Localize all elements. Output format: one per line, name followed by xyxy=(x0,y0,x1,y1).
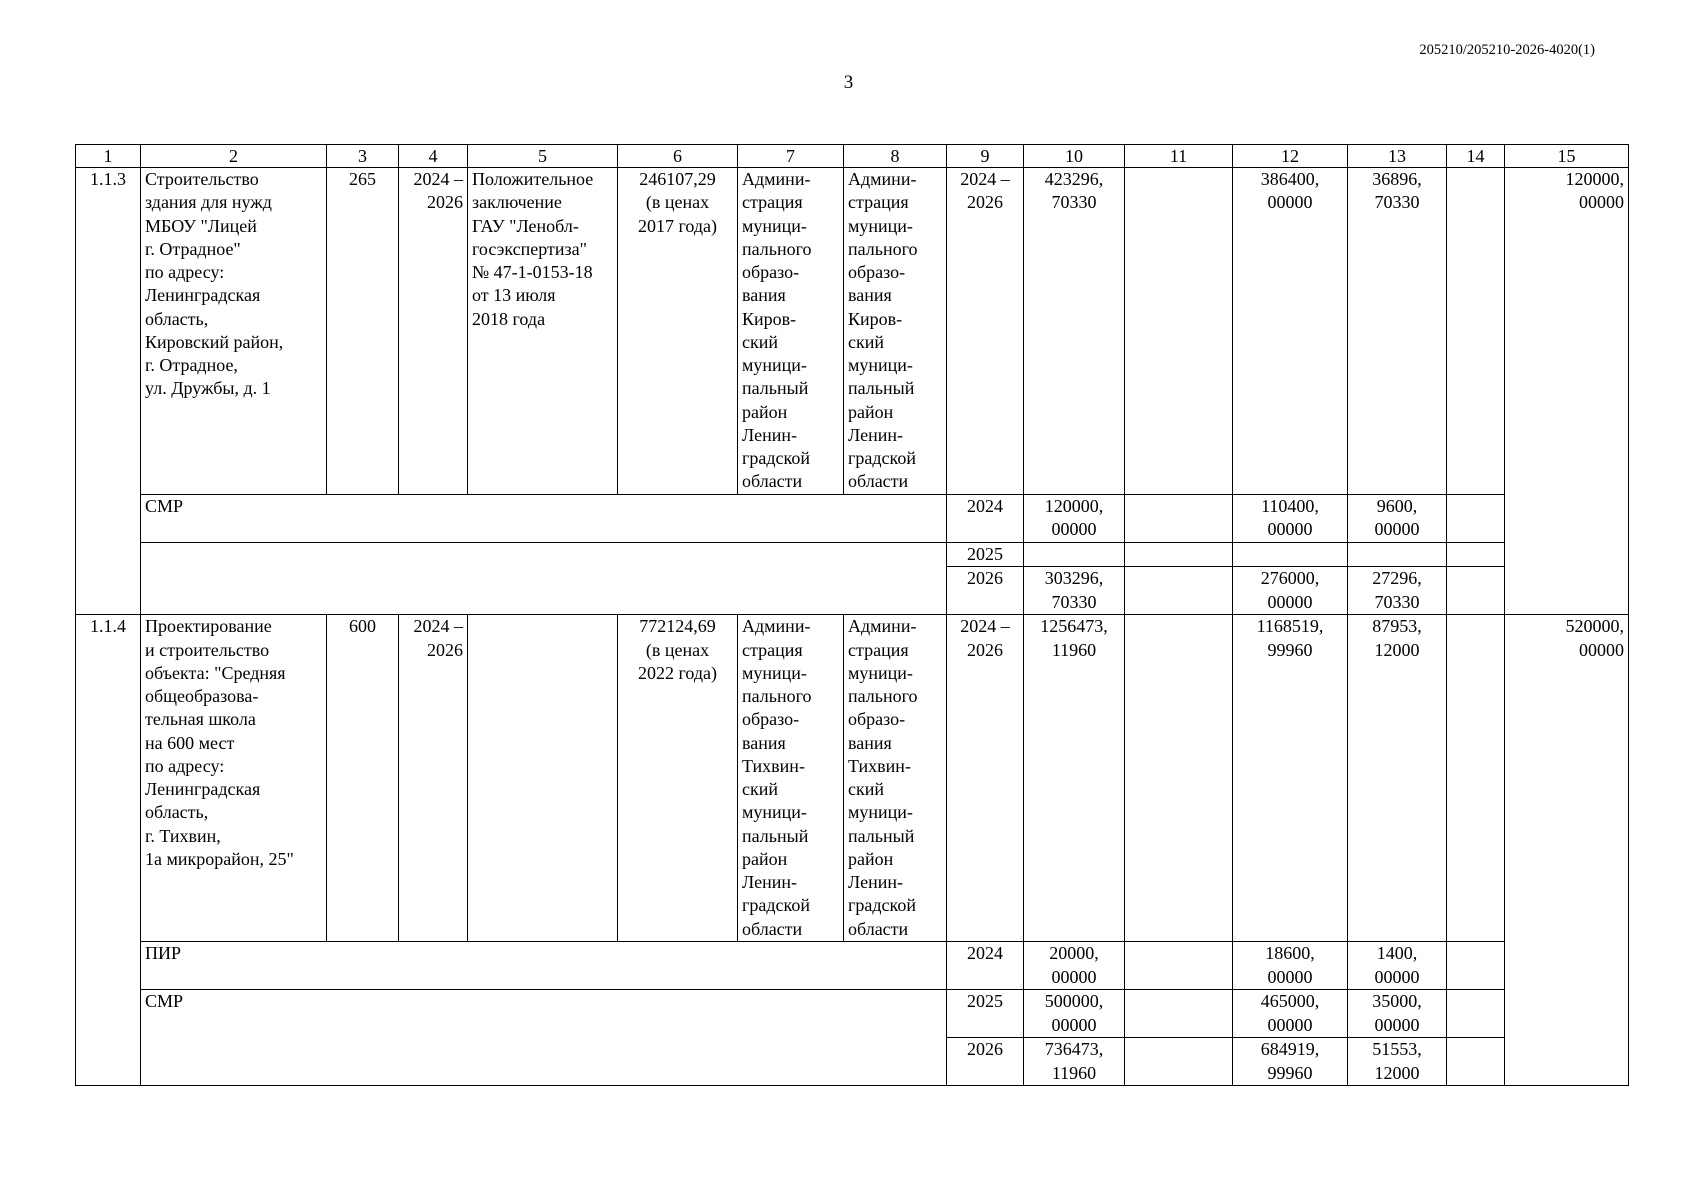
column-number: 2 xyxy=(141,145,327,168)
stage-col14 xyxy=(1447,495,1505,543)
stage-row xyxy=(76,495,1629,543)
customer-cell: Админи- страция муници- пального образо- вания Тихвин- ский муници- пальный район Ленин- градской области xyxy=(738,615,844,942)
stage-label: СМР xyxy=(141,990,947,1086)
stage-year: 2026 xyxy=(947,1038,1024,1086)
col13-cell: 87953, 12000 xyxy=(1348,615,1447,942)
stage-year: 2025 xyxy=(947,990,1024,1038)
col14-cell xyxy=(1447,168,1505,495)
stage-col11 xyxy=(1125,543,1233,567)
stage-col11 xyxy=(1125,495,1233,543)
column-number: 5 xyxy=(468,145,618,168)
stage-row xyxy=(76,990,1629,1038)
row-number: 1.1.3 xyxy=(76,168,141,615)
document-id: 205210/205210-2026-4020(1) xyxy=(1419,42,1595,58)
row-number: 1.1.4 xyxy=(76,615,141,1086)
period-cell: 2024 – 2026 xyxy=(399,168,468,495)
stage-col13: 51553, 12000 xyxy=(1348,1038,1447,1086)
stage-total: 120000, 00000 xyxy=(1024,495,1125,543)
capacity-cell: 265 xyxy=(327,168,399,495)
financing-period-cell: 2024 – 2026 xyxy=(947,168,1024,495)
customer-cell: Админи- страция муници- пального образо- вания Киров- ский муници- пальный район Ленин- градской области xyxy=(738,168,844,495)
program-table xyxy=(75,144,1629,1086)
column-number: 12 xyxy=(1233,145,1348,168)
capacity-cell: 600 xyxy=(327,615,399,942)
col15-cell: 520000, 00000 xyxy=(1505,615,1629,1086)
stage-total xyxy=(1024,543,1125,567)
column-number: 9 xyxy=(947,145,1024,168)
column-number: 11 xyxy=(1125,145,1233,168)
col12-cell: 386400, 00000 xyxy=(1233,168,1348,495)
column-number: 7 xyxy=(738,145,844,168)
stage-col14 xyxy=(1447,942,1505,990)
stage-col14 xyxy=(1447,543,1505,567)
table-row xyxy=(76,615,1629,942)
column-number: 10 xyxy=(1024,145,1125,168)
stage-col11 xyxy=(1125,990,1233,1038)
stage-col14 xyxy=(1447,990,1505,1038)
stage-col13 xyxy=(1348,543,1447,567)
stage-year: 2026 xyxy=(947,567,1024,615)
stage-total: 303296, 70330 xyxy=(1024,567,1125,615)
stage-label: СМР xyxy=(141,495,947,543)
col13-cell: 36896, 70330 xyxy=(1348,168,1447,495)
page-number: 3 xyxy=(843,72,854,93)
period-cell: 2024 – 2026 xyxy=(399,615,468,942)
stage-year: 2024 xyxy=(947,942,1024,990)
stage-label xyxy=(141,543,947,615)
stage-col11 xyxy=(1125,1038,1233,1086)
stage-total: 736473, 11960 xyxy=(1024,1038,1125,1086)
column-number: 3 xyxy=(327,145,399,168)
column-number: 6 xyxy=(618,145,738,168)
stage-year: 2024 xyxy=(947,495,1024,543)
table-row xyxy=(76,168,1629,495)
object-name: Строительство здания для нужд МБОУ "Лицей г. Отрадное" по адресу: Ленинградская область, Кировский район, г. Отрадное, ул. Дружбы, д. 1 xyxy=(141,168,327,495)
stage-col12: 684919, 99960 xyxy=(1233,1038,1348,1086)
stage-col12: 18600, 00000 xyxy=(1233,942,1348,990)
stage-row xyxy=(76,543,1629,567)
column-number: 1 xyxy=(76,145,141,168)
object-name: Проектирование и строительство объекта: "Средняя общеобразова- тельная школа на 600 мест по адресу: Ленинградская область, г. Тихвин, 1а микрорайон, 25" xyxy=(141,615,327,942)
stage-col14 xyxy=(1447,1038,1505,1086)
financing-period-cell: 2024 – 2026 xyxy=(947,615,1024,942)
stage-col12 xyxy=(1233,543,1348,567)
stage-total: 500000, 00000 xyxy=(1024,990,1125,1038)
stage-row xyxy=(76,942,1629,990)
stage-col12: 276000, 00000 xyxy=(1233,567,1348,615)
stage-year: 2025 xyxy=(947,543,1024,567)
column-number: 8 xyxy=(844,145,947,168)
estimated-cost-cell: 772124,69 (в ценах 2022 года) xyxy=(618,615,738,942)
expertise-cell: Положительное заключение ГАУ "Ленобл- госэкспертиза" № 47-1-0153-18 от 13 июля 2018 года xyxy=(468,168,618,495)
stage-total: 20000, 00000 xyxy=(1024,942,1125,990)
total-cell: 423296, 70330 xyxy=(1024,168,1125,495)
column-number-row xyxy=(76,145,1629,168)
stage-col13: 1400, 00000 xyxy=(1348,942,1447,990)
col12-cell: 1168519, 99960 xyxy=(1233,615,1348,942)
col15-cell: 120000, 00000 xyxy=(1505,168,1629,615)
stage-col12: 465000, 00000 xyxy=(1233,990,1348,1038)
col11-cell xyxy=(1125,168,1233,495)
stage-col11 xyxy=(1125,567,1233,615)
column-number: 4 xyxy=(399,145,468,168)
stage-col13: 35000, 00000 xyxy=(1348,990,1447,1038)
expertise-cell xyxy=(468,615,618,942)
stage-label: ПИР xyxy=(141,942,947,990)
column-number: 13 xyxy=(1348,145,1447,168)
estimated-cost-cell: 246107,29 (в ценах 2017 года) xyxy=(618,168,738,495)
stage-col13: 9600, 00000 xyxy=(1348,495,1447,543)
stage-col12: 110400, 00000 xyxy=(1233,495,1348,543)
total-cell: 1256473, 11960 xyxy=(1024,615,1125,942)
stage-col13: 27296, 70330 xyxy=(1348,567,1447,615)
developer-cell: Админи- страция муници- пального образо- вания Тихвин- ский муници- пальный район Ленин- градской области xyxy=(844,615,947,942)
col14-cell xyxy=(1447,615,1505,942)
column-number: 15 xyxy=(1505,145,1629,168)
col11-cell xyxy=(1125,615,1233,942)
stage-col11 xyxy=(1125,942,1233,990)
developer-cell: Админи- страция муници- пального образо- вания Киров- ский муници- пальный район Ленин- градской области xyxy=(844,168,947,495)
column-number: 14 xyxy=(1447,145,1505,168)
stage-col14 xyxy=(1447,567,1505,615)
